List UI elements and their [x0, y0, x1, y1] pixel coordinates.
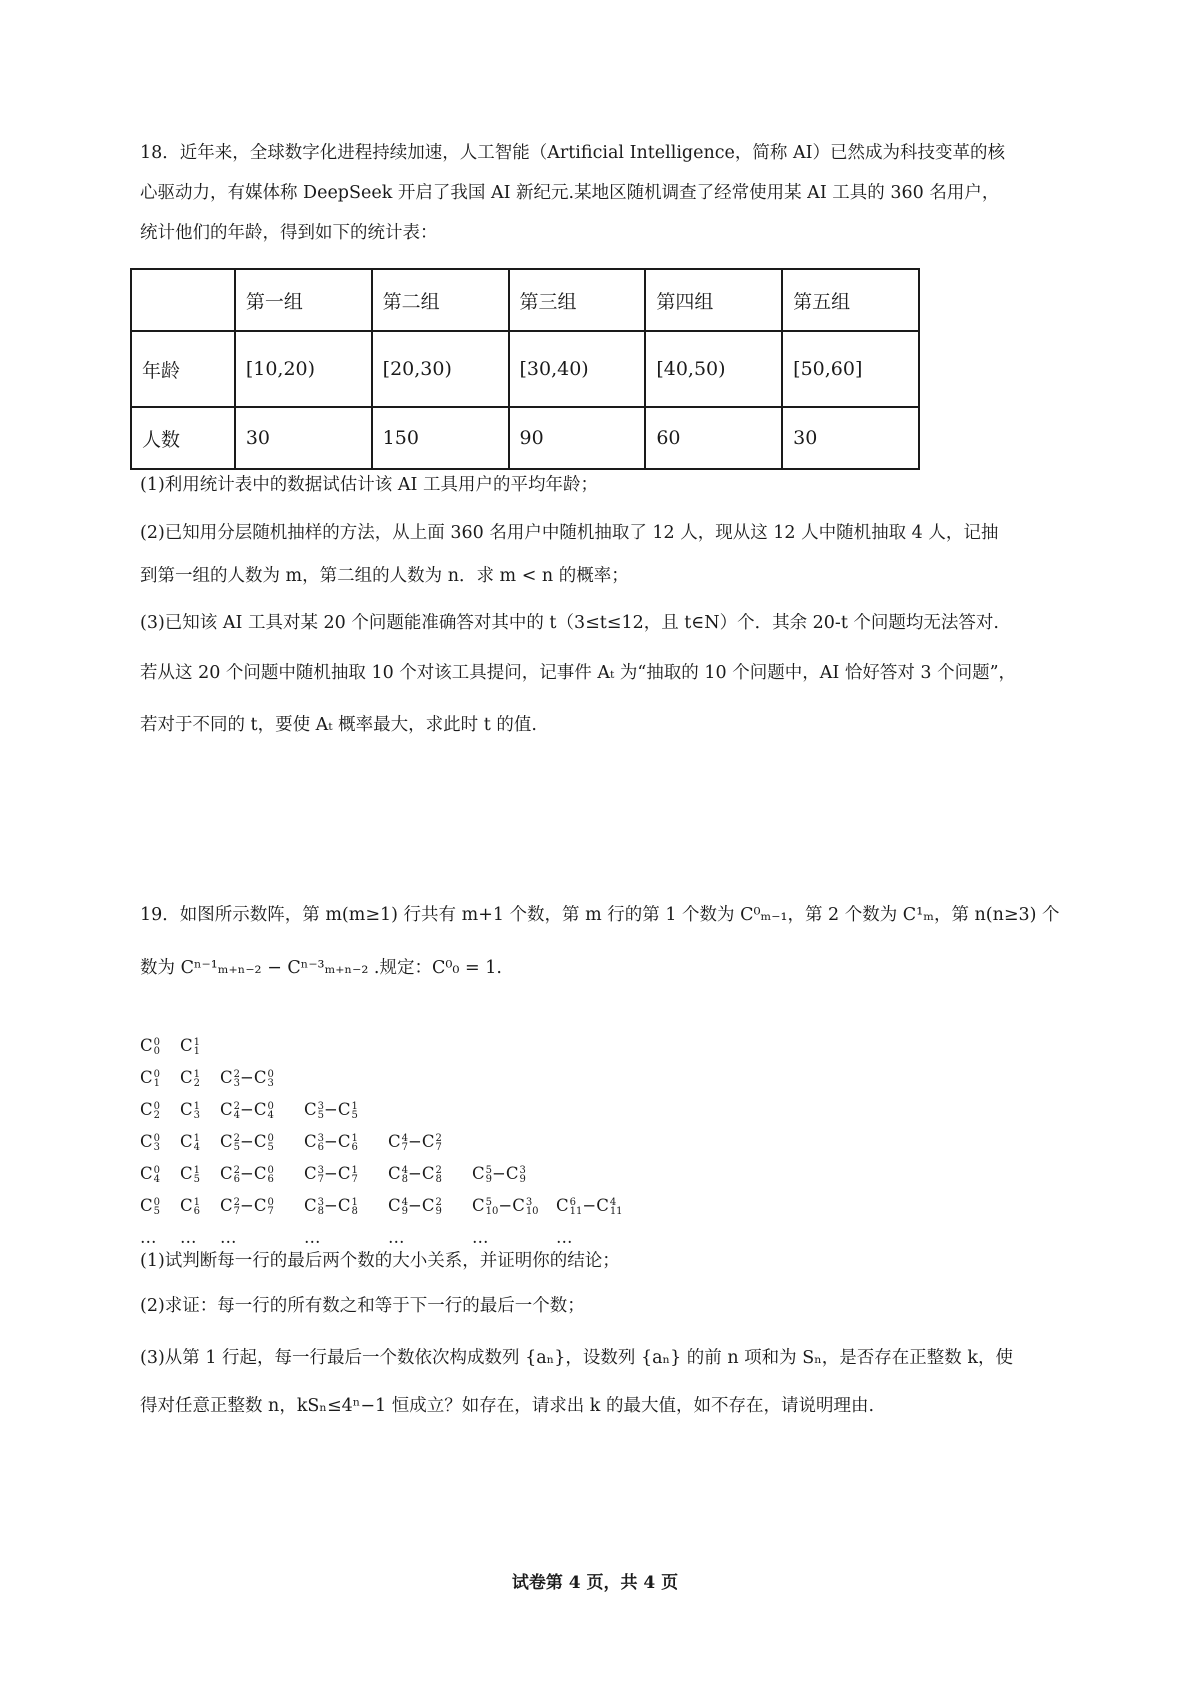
q18-part-1: (1)利用统计表中的数据试估计该 AI 工具用户的平均年龄；: [140, 475, 598, 495]
q18-part-2-line-2: 到第一组的人数为 m，第二组的人数为 n．求 m < n 的概率；: [140, 566, 629, 586]
q19-part-2: (2)求证：每一行的所有数之和等于下一行的最后一个数；: [140, 1296, 585, 1316]
triangle-term: C 2 6 −C 0 6: [220, 1164, 274, 1185]
table-row-count: [131, 407, 919, 469]
triangle-row: [140, 1062, 640, 1094]
age-cell: [10,20): [235, 331, 372, 407]
triangle-term: C 0 3: [140, 1132, 160, 1153]
triangle-term: C 2 7 −C 0 7: [220, 1196, 274, 1217]
q18-line-1: 18．近年来，全球数字化进程持续加速，人工智能（Artificial Intelligence，简称 AI）已然成为科技变革的核: [140, 143, 1006, 163]
table-header-cell: 第一组: [235, 269, 372, 331]
triangle-term: C 1 2: [180, 1068, 200, 1089]
table-header-cell: 第二组: [372, 269, 509, 331]
row-label: 年龄: [131, 331, 235, 407]
table-header-cell: [131, 269, 235, 331]
age-cell: [20,30): [372, 331, 509, 407]
triangle-row: [140, 1094, 640, 1126]
triangle-term: C 0 5: [140, 1196, 160, 1217]
ellipsis: …: [140, 1228, 157, 1247]
ellipsis: …: [220, 1228, 237, 1247]
triangle-term: C 4 7 −C 2 7: [388, 1132, 442, 1153]
q18-part-3-line-1: (3)已知该 AI 工具对某 20 个问题能准确答对其中的 t（3≤t≤12，且 t∈N）个．其余 20-t 个问题均无法答对.: [140, 613, 999, 633]
q18-part-3-line-3: 若对于不同的 t，要使 Aₜ 概率最大，求此时 t 的值.: [140, 715, 537, 735]
count-cell: 30: [235, 407, 372, 469]
triangle-term: C 5 9 −C 3 9: [472, 1164, 526, 1185]
triangle-row: [140, 1190, 640, 1222]
triangle-term: C 1 4: [180, 1132, 200, 1153]
q18-line-3: 统计他们的年龄，得到如下的统计表：: [140, 223, 438, 243]
age-cell: [30,40): [509, 331, 646, 407]
ellipsis: …: [180, 1228, 197, 1247]
triangle-row: [140, 1158, 640, 1190]
age-statistics-table: [130, 268, 920, 470]
triangle-term: C 1 6: [180, 1196, 200, 1217]
count-cell: 90: [509, 407, 646, 469]
triangle-term: C 3 6 −C 1 6: [304, 1132, 358, 1153]
triangle-term: C 5 10 −C 3 10: [472, 1196, 539, 1217]
q19-part-1: (1)试判断每一行的最后两个数的大小关系，并证明你的结论；: [140, 1251, 620, 1271]
triangle-term: C 4 9 −C 2 9: [388, 1196, 442, 1217]
triangle-term: C 1 3: [180, 1100, 200, 1121]
q19-line-2: 数为 Cⁿ⁻¹ₘ₊ₙ₋₂ − Cⁿ⁻³ₘ₊ₙ₋₂ .规定：C⁰₀ = 1.: [140, 958, 502, 978]
triangle-term: C 0 0: [140, 1036, 160, 1057]
triangle-term: C 6 11 −C 4 11: [556, 1196, 623, 1217]
age-cell: [50,60]: [782, 331, 919, 407]
q19-part-3-line-2: 得对任意正整数 n，kSₙ≤4ⁿ−1 恒成立？如存在，请求出 k 的最大值，如不存在，请说明理由.: [140, 1396, 875, 1416]
table-row-age: [131, 331, 919, 407]
page-footer: 试卷第 4 页，共 4 页: [511, 1573, 679, 1593]
age-cell: [40,50): [645, 331, 782, 407]
triangle-term: C 1 1: [180, 1036, 200, 1057]
table-header-row: [131, 269, 919, 331]
ellipsis: …: [304, 1228, 321, 1247]
combination-number-triangle: [140, 1030, 640, 1254]
triangle-term: C 0 4: [140, 1164, 160, 1185]
triangle-term: C 2 5 −C 0 5: [220, 1132, 274, 1153]
q18-part-3-line-2: 若从这 20 个问题中随机抽取 10 个对该工具提问，记事件 Aₜ 为“抽取的 10 个问题中，AI 恰好答对 3 个问题”，: [140, 663, 1017, 683]
ellipsis: …: [388, 1228, 405, 1247]
triangle-term: C 3 5 −C 1 5: [304, 1100, 358, 1121]
table-header-cell: 第五组: [782, 269, 919, 331]
ellipsis: …: [556, 1228, 573, 1247]
count-cell: 60: [645, 407, 782, 469]
ellipsis: …: [472, 1228, 489, 1247]
triangle-term: C 2 3 −C 0 3: [220, 1068, 274, 1089]
triangle-row: [140, 1126, 640, 1158]
q18-part-2-line-1: (2)已知用分层随机抽样的方法，从上面 360 名用户中随机抽取了 12 人，现从这 12 人中随机抽取 4 人，记抽: [140, 523, 999, 543]
table-header-cell: 第三组: [509, 269, 646, 331]
triangle-term: C 2 4 −C 0 4: [220, 1100, 274, 1121]
row-label: 人数: [131, 407, 235, 469]
table-header-cell: 第四组: [645, 269, 782, 331]
count-cell: 30: [782, 407, 919, 469]
q18-line-2: 心驱动力，有媒体称 DeepSeek 开启了我国 AI 新纪元.某地区随机调查了经常使用某 AI 工具的 360 名用户，: [140, 183, 1000, 203]
q19-line-1: 19．如图所示数阵，第 m(m≥1) 行共有 m+1 个数，第 m 行的第 1 个数为 C⁰ₘ₋₁，第 2 个数为 C¹ₘ，第 n(n≥3) 个: [140, 905, 1060, 925]
triangle-term: C 0 2: [140, 1100, 160, 1121]
q19-part-3-line-1: (3)从第 1 行起，每一行最后一个数依次构成数列 {aₙ}，设数列 {aₙ} 的前 n 项和为 Sₙ，是否存在正整数 k，使: [140, 1348, 1013, 1368]
triangle-term: C 3 7 −C 1 7: [304, 1164, 358, 1185]
triangle-row: [140, 1030, 640, 1062]
triangle-term: C 4 8 −C 2 8: [388, 1164, 442, 1185]
count-cell: 150: [372, 407, 509, 469]
triangle-term: C 3 8 −C 1 8: [304, 1196, 358, 1217]
triangle-term: C 0 1: [140, 1068, 160, 1089]
triangle-term: C 1 5: [180, 1164, 200, 1185]
